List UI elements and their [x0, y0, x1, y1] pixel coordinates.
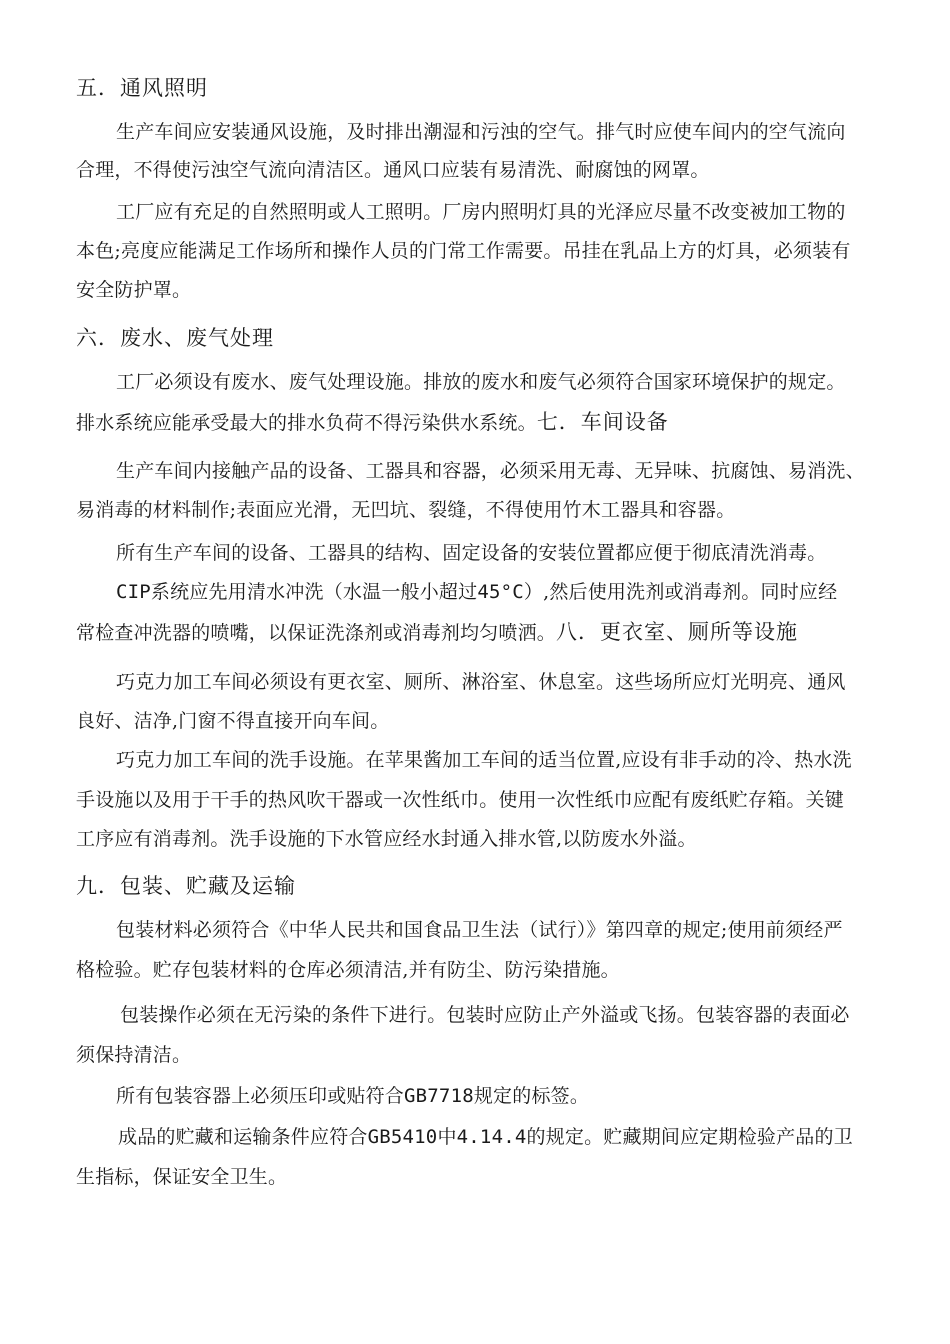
section-6-para-1-line-2-text: 排水系统应能承受最大的排水负荷不得污染供水系统。 — [76, 412, 537, 434]
section-7-para-3-text-a: 系统应先用清水冲洗（水温一般小超过 — [150, 581, 478, 603]
section-8-para-2-line-1: 巧克力加工车间的洗手设施。在苹果酱加工车间的适当位置,应设有非手动的冷、热水洗 — [116, 749, 852, 771]
section-9-para-1-line-2: 格检验。贮存包装材料的仓库必须清洁,并有防尘、防污染措施。 — [76, 959, 620, 981]
section-6-para-1-line-1: 工厂必须设有废水、废气处理设施。排放的废水和废气必须符合国家环境保护的规定。 — [116, 371, 846, 393]
section-9-para-4-text-b: 的规定。贮藏期间应定期检验产品的卫 — [526, 1126, 853, 1148]
section-7-para-3-line-2 — [76, 620, 798, 645]
section-7-para-3-line-2-text: 常检查冲洗器的喷嘴，以保证洗涤剂或消毒剂均匀喷洒。 — [76, 622, 557, 644]
section-8-para-2-line-3: 工序应有消毒剂。洗手设施的下水管应经水封通入排水管,以防废水外溢。 — [76, 828, 697, 850]
section-7-para-2-line-1: 所有生产车间的设备、工器具的结构、固定设备的安装位置都应便于彻底清洗消毒。 — [116, 542, 827, 564]
section-5-para-2-line-2: 本色;亮度应能满足工作场所和操作人员的门常工作需要。吊挂在乳品上方的灯具，必须装有 — [76, 240, 851, 262]
section-9-heading: 九．包装、贮藏及运输 — [76, 874, 296, 898]
section-5-para-2-line-3: 安全防护罩。 — [76, 279, 192, 301]
section-6-para-1-line-2 — [76, 410, 669, 435]
section-8-para-1-line-1: 巧克力加工车间必须设有更衣室、厕所、淋浴室、休息室。这些场所应灯光明亮、通风 — [116, 671, 846, 693]
section-8-heading: 八．更衣室、厕所等设施 — [556, 620, 799, 644]
section-9-para-4-text-a: 成品的贮藏和运输条件应符合 — [118, 1126, 368, 1148]
section-7-para-1-line-2: 易消毒的材料制作;表面应光滑，无凹坑、裂缝，不得使用竹木工器具和容器。 — [76, 499, 736, 521]
section-9-para-4-line-1 — [118, 1125, 853, 1149]
clause-number: 4.14.4 — [456, 1126, 527, 1148]
section-9-para-2-line-2: 须保持清洁。 — [76, 1044, 192, 1066]
section-8-para-2-line-2: 手设施以及用于干手的热风吹干器或一次性纸巾。使用一次性纸巾应配有废纸贮存箱。关键 — [76, 789, 845, 811]
section-7-para-3-line-1 — [116, 580, 837, 604]
section-9-para-3-text-b: 规定的标签。 — [473, 1085, 590, 1107]
standard-code-gb7718: GB7718 — [404, 1085, 474, 1107]
cip-term: CIP — [116, 581, 151, 603]
section-6-heading: 六．废水、废气处理 — [76, 326, 274, 350]
section-7-para-3-text-b: ,然后使用洗剂或消毒剂。同时应经 — [543, 581, 838, 603]
section-5-para-1-line-1: 生产车间应安装通风设施，及时排出潮湿和污浊的空气。排气时应使车间内的空气流向 — [116, 121, 846, 143]
section-5-heading: 五．通风照明 — [76, 76, 208, 100]
section-5-para-2-line-1: 工厂应有充足的自然照明或人工照明。厂房内照明灯具的光泽应尽量不改变被加工物的 — [116, 201, 846, 223]
section-9-para-2-line-1: 包装操作必须在无污染的条件下进行。包装时应防止产外溢或飞扬。包装容器的表面必 — [120, 1004, 850, 1026]
section-9-para-3-line-1 — [116, 1084, 589, 1108]
water-temperature: 45°C） — [477, 581, 544, 603]
section-7-heading: 七．车间设备 — [536, 410, 669, 434]
section-8-para-1-line-2: 良好、洁净,门窗不得直接开向车间。 — [76, 710, 390, 732]
section-9-para-4-text-mid: 中 — [437, 1126, 457, 1148]
section-7-para-1-line-1: 生产车间内接触产品的设备、工器具和容器，必须采用无毒、无异味、抗腐蚀、易消洗、 — [116, 460, 865, 482]
section-9-para-3-text-a: 所有包装容器上必须压印或贴符合 — [116, 1085, 405, 1107]
section-9-para-1-line-1: 包装材料必须符合《中华人民共和国食品卫生法（试行）》第四章的规定;使用前须经严 — [116, 919, 843, 941]
section-9-para-4-line-2: 生指标，保证安全卫生。 — [76, 1166, 288, 1188]
section-5-para-1-line-2: 合理，不得使污浊空气流向清洁区。通风口应装有易清洗、耐腐蚀的网罩。 — [76, 159, 710, 181]
standard-code-gb5410: GB5410 — [367, 1126, 438, 1148]
